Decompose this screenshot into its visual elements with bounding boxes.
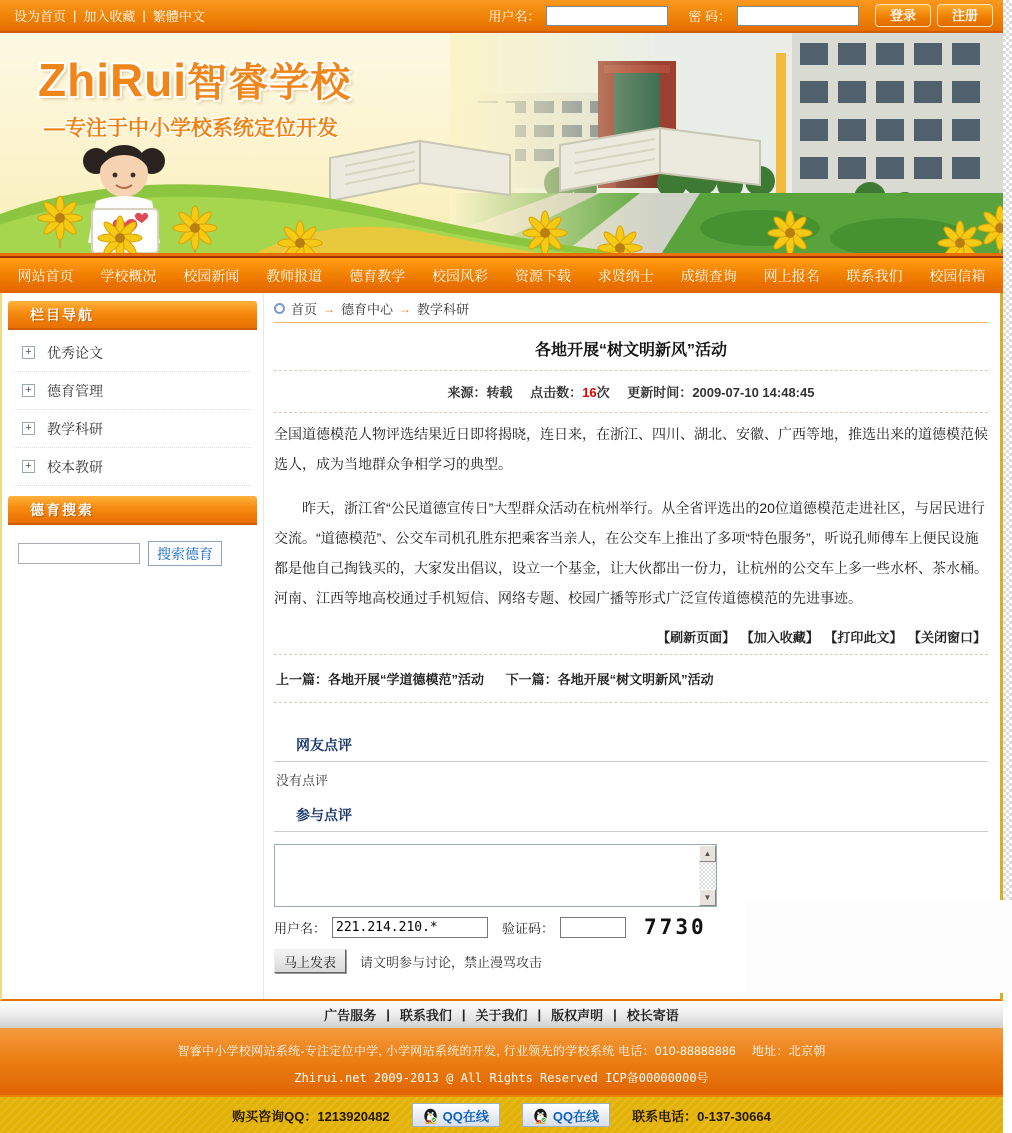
login-button[interactable]: 登录 <box>875 4 931 27</box>
sidebar-item-moral-management[interactable] <box>14 372 251 410</box>
nav-item-campus-mailbox[interactable]: 校园信箱 <box>929 267 986 284</box>
comment-form-title: 参与点评 <box>274 791 988 832</box>
logo-slogan: —专注于中小学校系统定位开发 <box>44 117 338 140</box>
sidebar-item-teaching-research[interactable] <box>14 410 251 448</box>
sidebar-search-button[interactable]: 搜索德育 <box>148 541 222 566</box>
topbar-links <box>14 6 205 25</box>
submit-comment-button[interactable]: 马上发表 <box>274 949 346 973</box>
refresh-page-link[interactable]: 【刷新页面】 <box>657 630 736 645</box>
next-article-link[interactable]: 下一篇：各地开展“树文明新风”活动 <box>505 672 714 687</box>
sidebar-search-title: 德育搜索 <box>8 496 257 525</box>
expand-plus-icon[interactable]: + <box>22 422 35 435</box>
divider <box>274 654 988 655</box>
scroll-down-icon[interactable]: ▼ <box>699 889 716 906</box>
sidebar-item-label: 优秀论文 <box>47 344 103 361</box>
white-overlay-box <box>745 900 1012 993</box>
footer-info-line: 智睿中小学校网站系统-专注定位中学, 小学网站系统的开发, 行业领先的学校系统 电话：010-88888886 地址：北京朝 <box>177 1044 826 1058</box>
arrow-right-icon: → <box>399 301 412 316</box>
sidebar <box>2 293 264 999</box>
qq-online-label: QQ在线 <box>442 1108 489 1124</box>
divider <box>274 370 988 371</box>
nav-item-campus-news[interactable]: 校园新闻 <box>183 267 240 284</box>
sidebar-search-input[interactable] <box>18 543 140 564</box>
sidebar-search <box>8 525 257 576</box>
bottom-contact-bar <box>0 1095 1003 1133</box>
clicks-label: 点击数： <box>530 385 583 400</box>
footer-link-principal-message[interactable]: 校长寄语 <box>626 1008 679 1023</box>
footer-link-about[interactable]: 关于我们 <box>475 1008 528 1023</box>
nav-item-teacher-reports[interactable]: 教师报道 <box>266 267 323 284</box>
source-label: 来源： <box>447 385 487 400</box>
arrow-right-icon: → <box>323 301 336 316</box>
divider <box>274 702 988 703</box>
comment-box <box>274 844 717 907</box>
nav-item-home[interactable]: 网站首页 <box>17 267 74 284</box>
updated-label: 更新时间： <box>627 385 693 400</box>
comments-empty-text: 没有点评 <box>276 773 329 788</box>
footer-link-contact[interactable]: 联系我们 <box>399 1008 452 1023</box>
sidebar-item-label: 教学科研 <box>47 420 103 437</box>
qq-penguin-icon <box>423 1107 438 1124</box>
footer <box>0 1028 1003 1095</box>
site-logo[interactable] <box>38 51 351 142</box>
article-body <box>274 419 988 613</box>
nav-item-recruitment[interactable]: 求贤纳士 <box>597 267 654 284</box>
print-article-link[interactable]: 【打印此文】 <box>824 630 903 645</box>
breadcrumb-teaching-research[interactable]: 教学科研 <box>417 302 470 317</box>
nav-item-campus-style[interactable]: 校园风彩 <box>431 267 488 284</box>
password-input[interactable] <box>737 6 859 26</box>
username-input[interactable] <box>546 6 668 26</box>
prev-article-link[interactable]: 上一篇：各地开展“学道德模范”活动 <box>276 672 485 687</box>
article-paragraph: 全国道德模范人物评选结果近日即将揭晓，连日来，在浙江、四川、湖北、安徽、广西等地，推选出来的道德模范候选人，成为当地群众争相学习的典型。 <box>274 426 988 472</box>
sidebar-item-school-research[interactable] <box>14 448 251 486</box>
content-area <box>0 293 1003 1001</box>
textarea-scrollbar[interactable] <box>699 845 716 906</box>
separator: | <box>537 1007 542 1022</box>
username-label: 用户名： <box>488 9 541 24</box>
separator: | <box>613 1007 617 1022</box>
article-meta <box>274 377 988 406</box>
breadcrumb-home[interactable]: 首页 <box>291 302 318 317</box>
qq-online-label: QQ在线 <box>552 1108 600 1124</box>
sidebar-item-excellent-papers[interactable] <box>14 334 251 372</box>
nav-item-contact-us[interactable]: 联系我们 <box>846 267 903 284</box>
article-paragraph: 昨天，浙江省“公民道德宣传日”大型群众活动在杭州举行。从全省评选出的20位道德模范走进社区，与居民进行交流。“道德模范”、公交车司机孔胜东把乘客当亲人，在公交车上推出了多项“特色服务”，听说孔师傅车上便民设施都是他自己掏钱买的，大家发出倡议，设立一个基金，让大伙都出一份力，让杭州的公交车上多一些水杯、茶水桶。河南、江西等地高校通过手机短信、网络专题、校园广播等形式广泛宣传道德模范的先进事迹。 <box>274 500 988 606</box>
main-nav <box>0 256 1003 293</box>
link-traditional-chinese[interactable]: 繁體中文 <box>152 9 205 24</box>
topbar <box>0 0 1003 33</box>
expand-plus-icon[interactable]: + <box>22 346 35 359</box>
comment-username-input[interactable] <box>332 917 488 938</box>
logo-en: ZhiRui <box>38 54 188 106</box>
comment-username-label: 用户名： <box>274 920 327 936</box>
qq-online-button[interactable] <box>522 1103 610 1127</box>
footer-copyright-line: Zhirui.net 2009-2013 @ All Rights Reserved ICP备00000000号 <box>294 1071 709 1085</box>
comments-title: 网友点评 <box>274 709 988 762</box>
comment-note: 请文明参与讨论，禁止漫骂攻击 <box>360 954 543 970</box>
prev-next-nav <box>274 661 988 696</box>
captcha-input[interactable] <box>560 917 626 938</box>
link-add-favorite[interactable]: 加入收藏 <box>83 9 136 24</box>
nav-item-downloads[interactable]: 资源下载 <box>514 267 571 284</box>
nav-item-grade-query[interactable]: 成绩查询 <box>680 267 737 284</box>
close-window-link[interactable]: 【关闭窗口】 <box>907 630 986 645</box>
password-label: 密 码： <box>688 9 731 24</box>
captcha-code: 7730 <box>644 915 707 939</box>
logo-cn: 智睿学校 <box>187 61 352 105</box>
nav-item-online-registration[interactable]: 网上报名 <box>763 267 820 284</box>
contact-phone-text: 联系电话：0-137-30664 <box>632 1108 771 1124</box>
source-value: 转载 <box>486 385 513 400</box>
sidebar-item-label: 校本教研 <box>47 458 103 475</box>
nav-item-school-overview[interactable]: 学校概况 <box>100 267 157 284</box>
article-actions <box>274 627 986 646</box>
clicks-value: 16 <box>582 385 597 400</box>
qq-penguin-icon <box>533 1107 548 1124</box>
qq-consult-text: 购买咨询QQ：1213920482 <box>232 1108 390 1124</box>
nav-item-moral-education[interactable]: 德育教学 <box>349 267 406 284</box>
sidebar-nav-list <box>8 330 257 496</box>
updated-value: 2009-07-10 14:48:45 <box>692 385 815 400</box>
divider <box>274 412 988 413</box>
article-panel <box>264 293 1000 999</box>
add-favorite-link[interactable]: 【加入收藏】 <box>740 630 819 645</box>
captcha-label: 验证码： <box>502 920 555 936</box>
separator: | <box>461 1007 466 1022</box>
expand-plus-icon[interactable]: + <box>22 384 35 397</box>
breadcrumb-moral-center[interactable]: 德育中心 <box>341 302 394 317</box>
expand-plus-icon[interactable]: + <box>22 460 35 473</box>
link-set-home[interactable]: 设为首页 <box>14 9 67 24</box>
scroll-up-icon[interactable]: ▲ <box>699 845 716 862</box>
comment-textarea[interactable] <box>274 844 717 907</box>
separator: | <box>142 8 146 23</box>
separator: | <box>386 1007 390 1022</box>
footer-link-ads[interactable]: 广告服务 <box>324 1008 377 1023</box>
footer-link-copyright[interactable]: 版权声明 <box>551 1008 604 1023</box>
article-title: 各地开展“树文明新风”活动 <box>534 342 727 359</box>
breadcrumb-circle-icon <box>274 303 285 314</box>
breadcrumb <box>274 299 988 323</box>
footer-links-bar <box>0 1001 1003 1028</box>
banner <box>0 33 1003 256</box>
register-button[interactable]: 注册 <box>937 4 993 27</box>
transparency-strip <box>1003 0 1012 993</box>
sidebar-nav-title: 栏目导航 <box>8 301 257 330</box>
sidebar-item-label: 德育管理 <box>47 382 103 399</box>
qq-online-button[interactable] <box>412 1103 500 1127</box>
separator: | <box>73 8 77 23</box>
login-area <box>488 4 993 27</box>
clicks-suffix: 次 <box>596 385 610 400</box>
